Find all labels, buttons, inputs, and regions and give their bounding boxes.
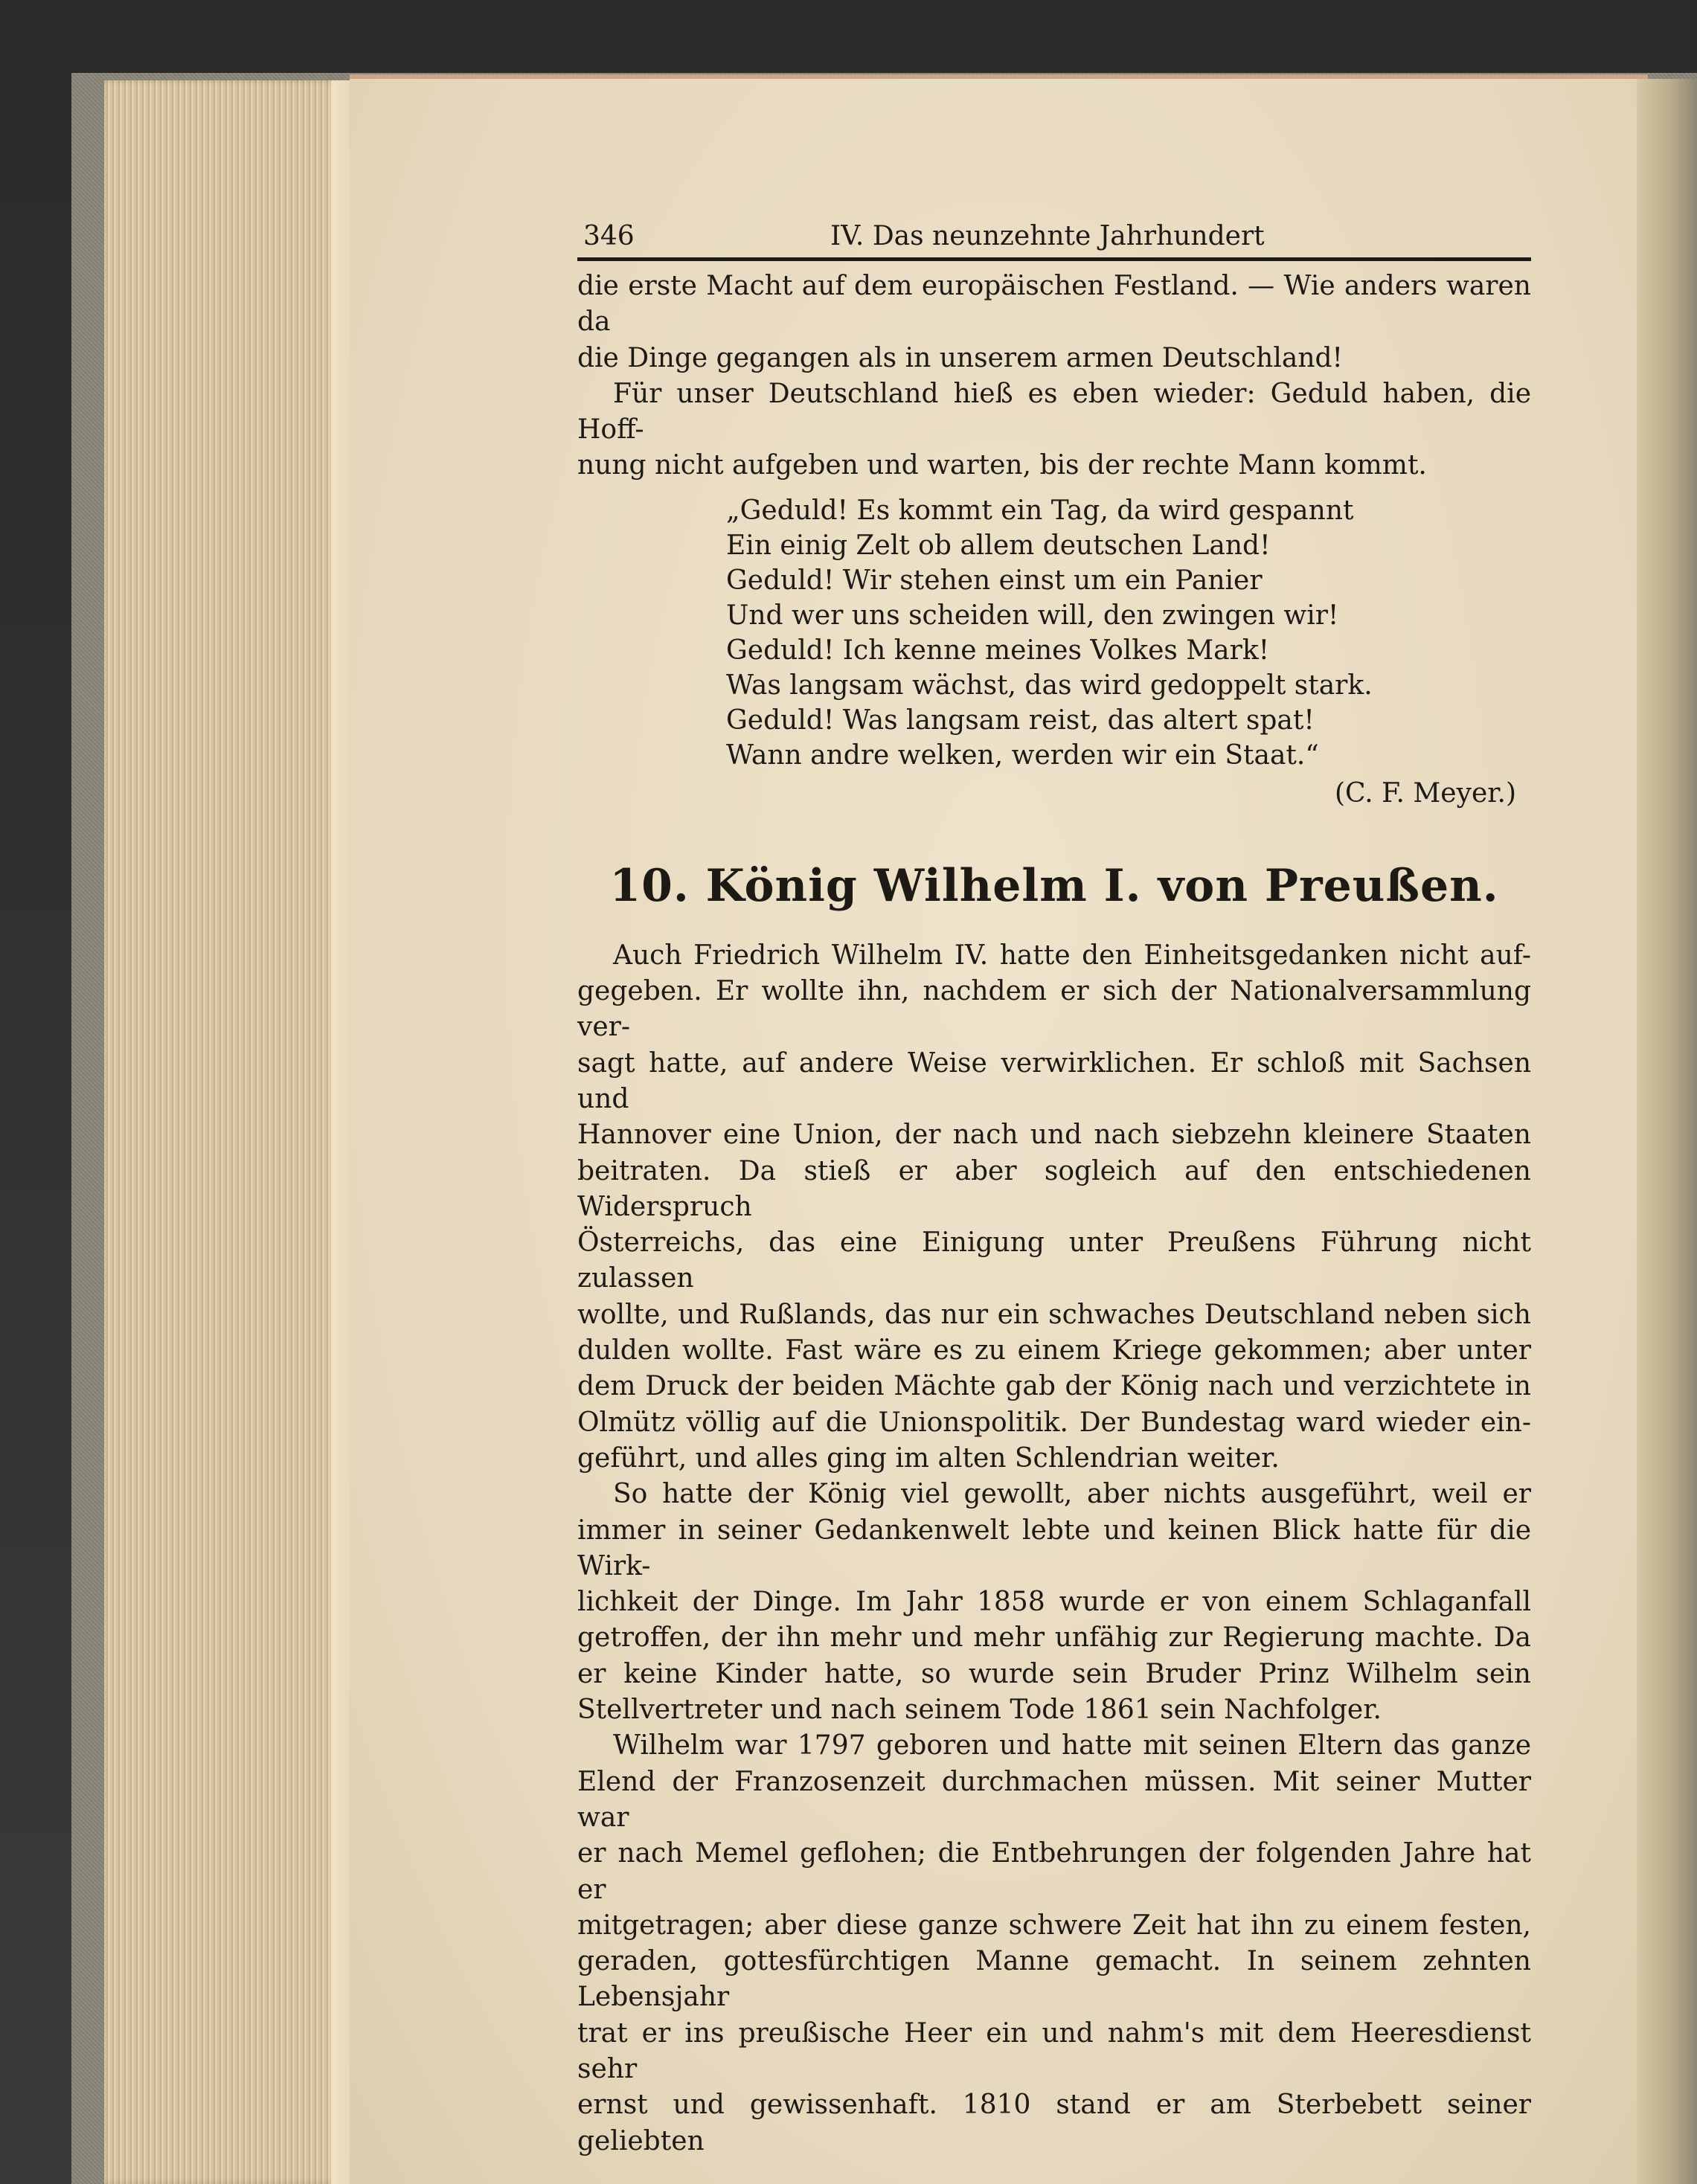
text-line: Österreichs, das eine Einigung unter Preußens Führung nicht zulassen bbox=[577, 1227, 1531, 1294]
poem-line: Geduld! Was langsam reist, das altert spat! bbox=[726, 704, 1315, 736]
running-head bbox=[577, 216, 1531, 261]
text-line: Auch Friedrich Wilhelm IV. hatte den Einheitsgedanken nicht auf- bbox=[613, 940, 1531, 971]
text-line: gegeben. Er wollte ihn, nachdem er sich der Nationalversammlung ver- bbox=[577, 976, 1531, 1043]
section-heading: 10. König Wilhelm I. von Preußen. bbox=[609, 859, 1499, 912]
text-line: die erste Macht auf dem europäischen Festland. — Wie anders waren da bbox=[577, 271, 1531, 338]
text-line: er keine Kinder hatte, so wurde sein Bruder Prinz Wilhelm sein bbox=[577, 1658, 1531, 1689]
page-text bbox=[577, 216, 1531, 2159]
text-line: sagt hatte, auf andere Weise verwirklichen. Er schloß mit Sachsen und bbox=[577, 1047, 1531, 1114]
body-paragraph-1 bbox=[577, 938, 1531, 1477]
text-line: Stellvertreter und nach seinem Tode 1861 sein Nachfolger. bbox=[577, 1695, 1382, 1726]
intro-paragraph-2 bbox=[577, 376, 1531, 484]
text-line: die Dinge gegangen als in unserem armen Deutschland! bbox=[577, 342, 1344, 373]
poem-line: „Geduld! Es kommt ein Tag, da wird gespannt bbox=[726, 495, 1354, 526]
text-line: beitraten. Da stieß er aber sogleich auf den entschiedenen Widerspruch bbox=[577, 1155, 1531, 1222]
page-number: 346 bbox=[583, 221, 635, 251]
intro-section bbox=[577, 269, 1531, 484]
text-line: ernst und gewissenhaft. 1810 stand er am Sterbebett seiner geliebten bbox=[577, 2090, 1531, 2156]
poem-attribution: (C. F. Meyer.) bbox=[1334, 777, 1516, 809]
running-title: IV. Das neunzehnte Jahrhundert bbox=[830, 221, 1265, 251]
poem-line: Geduld! Wir stehen einst um ein Panier bbox=[726, 565, 1263, 596]
body-paragraph-3 bbox=[577, 1728, 1531, 2159]
intro-paragraph-1 bbox=[577, 269, 1531, 376]
text-line: lichkeit der Dinge. Im Jahr 1858 wurde er von einem Schlaganfall bbox=[577, 1587, 1531, 1618]
text-line: Elend der Franzosenzeit durchmachen müssen. Mit seiner Mutter war bbox=[577, 1766, 1531, 1833]
text-line: wollte, und Rußlands, das nur ein schwaches Deutschland neben sich bbox=[577, 1299, 1531, 1330]
page-stack-edge bbox=[104, 80, 350, 2184]
poem-line: Geduld! Ich kenne meines Volkes Mark! bbox=[726, 635, 1270, 666]
poem-line: Wann andre welken, werden wir ein Staat.“ bbox=[726, 739, 1319, 771]
text-line: nung nicht aufgeben und warten, bis der rechte Mann kommt. bbox=[577, 450, 1427, 481]
text-line: dulden wollte. Fast wäre es zu einem Kriege gekommen; aber unter bbox=[577, 1335, 1531, 1366]
text-line: getroffen, der ihn mehr und mehr unfähig zur Regierung machte. Da bbox=[577, 1622, 1531, 1654]
poem-line: Was langsam wächst, das wird gedoppelt stark. bbox=[726, 669, 1373, 701]
text-line: Wilhelm war 1797 geboren und hatte mit seinen Eltern das ganze bbox=[613, 1730, 1531, 1761]
text-line: geraden, gottesfürchtigen Manne gemacht. In seinem zehnten Lebensjahr bbox=[577, 1946, 1531, 2013]
text-line: immer in seiner Gedankenwelt lebte und keinen Blick hatte für die Wirk- bbox=[577, 1515, 1531, 1581]
text-line: dem Druck der beiden Mächte gab der König nach und verzichtete in bbox=[577, 1371, 1531, 1402]
text-line: er nach Memel geflohen; die Entbehrungen der folgenden Jahre hat er bbox=[577, 1838, 1531, 1905]
text-line: geführt, und alles ging im alten Schlendrian weiter. bbox=[577, 1442, 1280, 1474]
text-line: Olmütz völlig auf die Unionspolitik. Der Bundestag ward wieder ein- bbox=[577, 1407, 1531, 1438]
text-line: Für unser Deutschland hieß es eben wieder: Geduld haben, die Hoff- bbox=[577, 378, 1531, 446]
text-line: So hatte der König viel gewollt, aber nichts ausgeführt, weil er bbox=[613, 1479, 1531, 1510]
poem bbox=[726, 493, 1531, 773]
text-line: Hannover eine Union, der nach und nach siebzehn kleinere Staaten bbox=[577, 1120, 1531, 1151]
body-paragraph-2 bbox=[577, 1477, 1531, 1728]
gutter-shadow bbox=[1637, 79, 1697, 2184]
text-line: mitgetragen; aber diese ganze schwere Zeit hat ihn zu einem festen, bbox=[577, 1910, 1531, 1941]
poem-line: Ein einig Zelt ob allem deutschen Land! bbox=[726, 530, 1271, 561]
text-line: trat er ins preußische Heer ein und nahm's mit dem Heeresdienst sehr bbox=[577, 2017, 1531, 2084]
poem-line: Und wer uns scheiden will, den zwingen wir! bbox=[726, 600, 1339, 631]
